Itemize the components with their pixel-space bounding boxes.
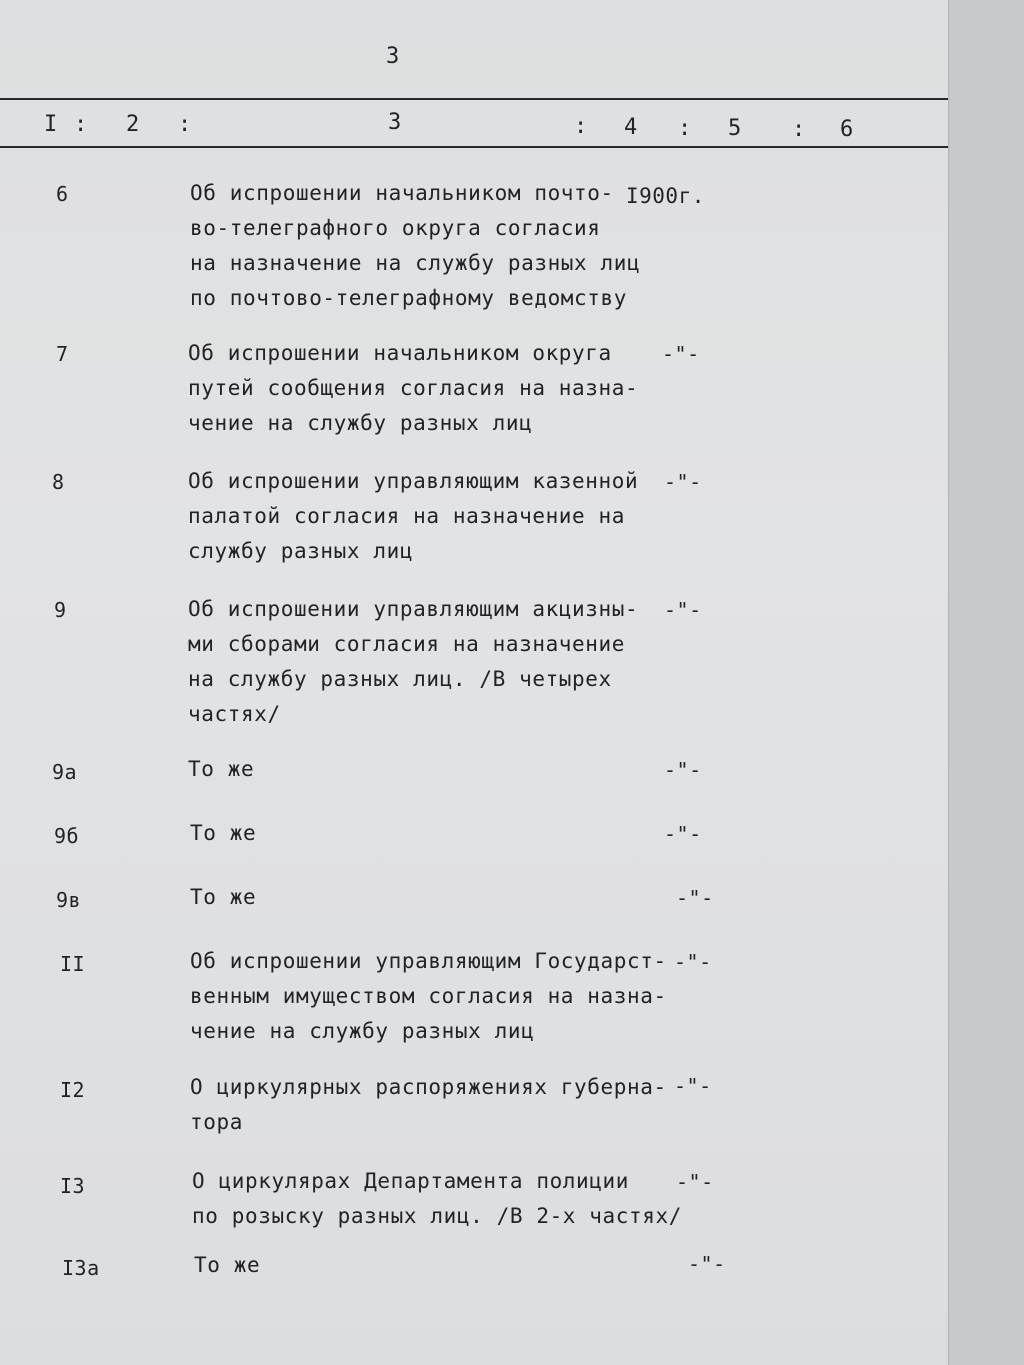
entry-number: 8 xyxy=(52,470,65,494)
header-top-rule xyxy=(0,98,948,100)
header-bottom-rule xyxy=(0,146,948,148)
col-header-2: 2 xyxy=(126,112,140,137)
underlying-sheet xyxy=(948,0,1024,1365)
bleed-through-text xyxy=(40,300,51,1200)
entry-ditto: -"- xyxy=(676,886,714,910)
entry-number: 6 xyxy=(56,182,69,206)
entry-ditto: -"- xyxy=(674,1074,712,1098)
entry-ditto: -"- xyxy=(664,470,702,494)
entry-ditto: -"- xyxy=(688,1252,726,1276)
entry-title: Об испрошении начальником почто- во-телеграфного округа согласия на назначение на службу разных лиц по почтово-телеграфному ведомству xyxy=(190,181,641,310)
entry-title: О циркулярах Департамента полиции по розыску разных лиц. /В 2-х частях/ xyxy=(192,1169,682,1228)
page-number: 3 xyxy=(386,44,400,69)
col-header-6: 6 xyxy=(840,117,854,142)
entry-title: То же xyxy=(190,885,257,909)
entry-ditto: -"- xyxy=(664,598,702,622)
entry-ditto: -"- xyxy=(664,758,702,782)
entry-number: 9б xyxy=(54,824,80,848)
entry-number: II xyxy=(60,952,86,976)
entry-title: Об испрошении управляющим Государст- венным имуществом согласия на назна- чение на службу разных лиц xyxy=(190,949,667,1043)
entry-number: 9а xyxy=(52,760,78,784)
entry-title: О циркулярных распоряжениях губерна- тора xyxy=(190,1075,667,1134)
col-header-3: 3 xyxy=(388,110,402,135)
col-header-sep: : xyxy=(74,112,88,137)
entry-title: Об испрошении начальником округа путей сообщения согласия на назна- чение на службу разных лиц xyxy=(188,341,639,435)
entry-number: 7 xyxy=(56,342,69,366)
entry-number: 9в xyxy=(56,888,82,912)
entry-number: I2 xyxy=(60,1078,86,1102)
col-header-sep: : xyxy=(792,117,806,142)
entry-ditto: -"- xyxy=(674,950,712,974)
entry-ditto: -"- xyxy=(662,342,700,366)
entry-number: 9 xyxy=(54,598,67,622)
col-header-1: I xyxy=(44,112,58,137)
entry-date: I900г. xyxy=(626,184,705,208)
entry-title: Об испрошении управляющим казенной палатой согласия на назначение на службу разных лиц xyxy=(188,469,639,563)
col-header-sep: : xyxy=(574,114,588,139)
entry-title: Об испрошении управляющим акцизны- ми сборами согласия на назначение на службу разных лиц. /В четырех частях/ xyxy=(188,597,639,726)
entry-title: То же xyxy=(188,757,255,781)
col-header-5: 5 xyxy=(728,116,742,141)
entry-ditto: -"- xyxy=(664,822,702,846)
col-header-sep: : xyxy=(678,116,692,141)
col-header-4: 4 xyxy=(624,115,638,140)
entry-title: То же xyxy=(190,821,257,845)
col-header-sep: : xyxy=(178,112,192,137)
entry-ditto: -"- xyxy=(676,1170,714,1194)
entry-title: То же xyxy=(194,1253,261,1277)
entry-number: I3 xyxy=(60,1174,86,1198)
entry-number: I3а xyxy=(62,1256,100,1280)
